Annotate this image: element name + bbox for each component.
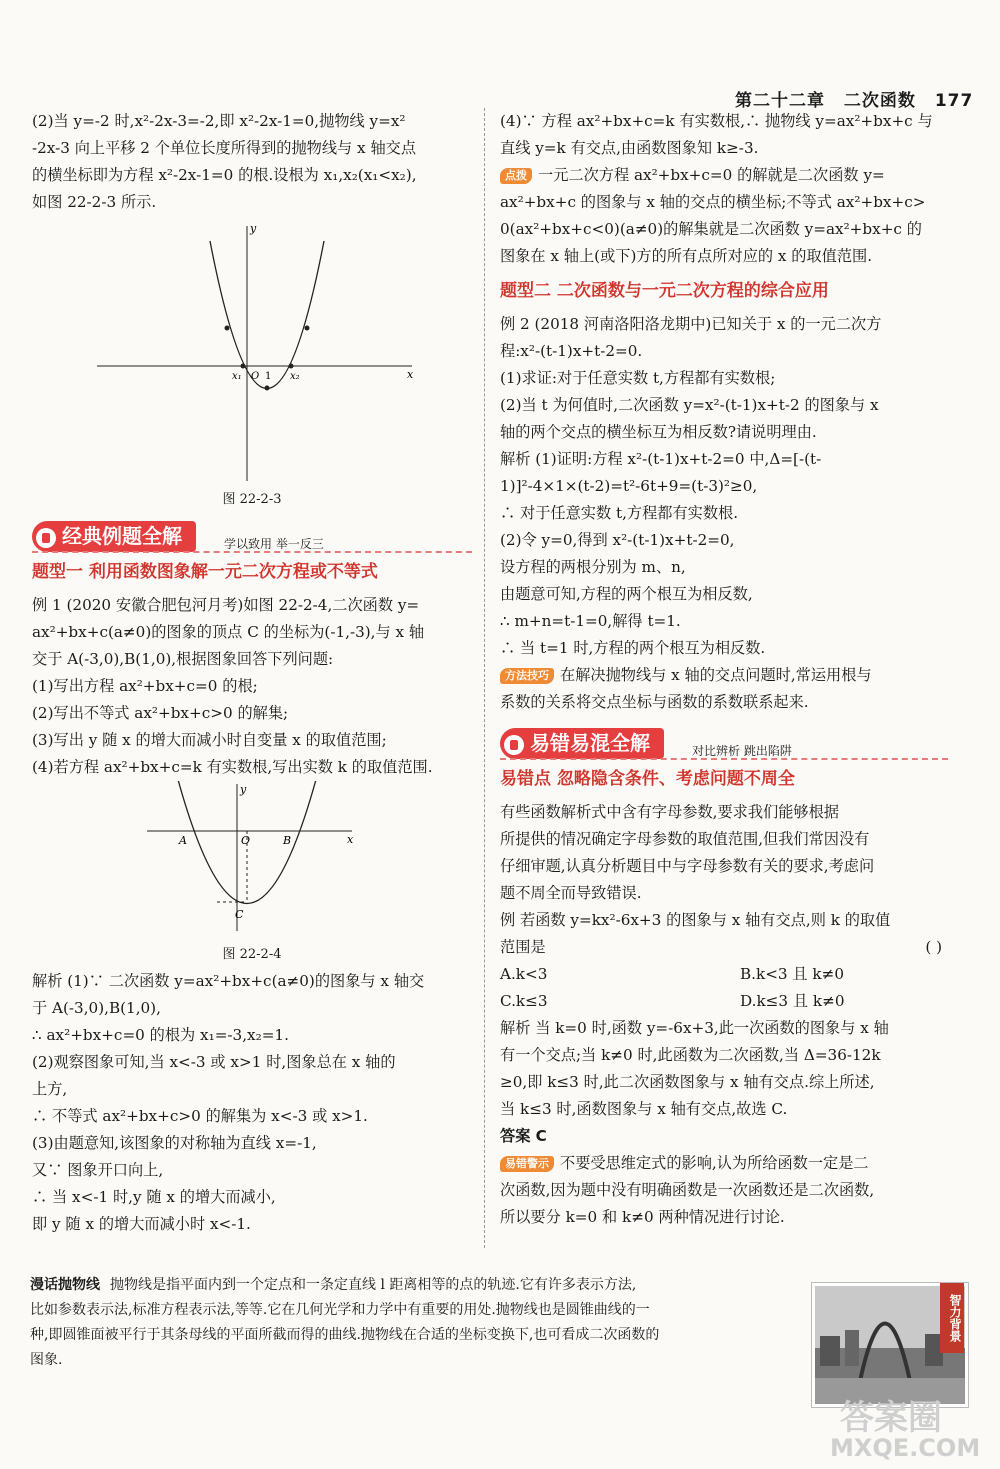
speaker-icon	[504, 735, 524, 755]
text-line: (4)若方程 ax²+bx+c=k 有实数根,写出实数 k 的取值范围.	[32, 758, 433, 776]
root-label-x2: x₂	[290, 371, 300, 382]
method-box	[500, 662, 948, 716]
text-line: 解析 (1)证明:方程 x²-(t-1)x+t-2=0 中,Δ=[-(t-	[500, 450, 822, 468]
solution-1	[32, 968, 472, 1238]
vertex-point	[265, 386, 270, 391]
banner-pill	[500, 728, 664, 759]
text-line: (2)当 t 为何值时,二次函数 y=x²-(t-1)x+t-2 的图象与 x	[500, 396, 879, 414]
point-b-label: B	[283, 834, 292, 847]
text-line: 仔细审题,认真分析题目中与字母参数有关的要求,考虑问	[500, 857, 875, 875]
figure-caption: 图 22-2-3	[222, 492, 282, 507]
banner-pill	[32, 521, 196, 552]
text-line: 图象.	[30, 1352, 63, 1368]
text-line: 于 A(-3,0),B(1,0),	[32, 999, 161, 1017]
text-line: 程:x²-(t-1)x+t-2=0.	[500, 342, 643, 360]
figure-caption: 图 22-2-4	[222, 947, 282, 962]
text-line: 种,即圆锥面被平行于其条母线的平面所截而得的曲线.抛物线在合适的坐标变换下,也可看成二次函数的	[30, 1327, 660, 1343]
text-line: 交于 A(-3,0),B(1,0),根据图象回答下列问题:	[32, 650, 334, 668]
vertex-c-label: C	[235, 908, 244, 921]
error-heading: 易错点 忽略隐含条件、考虑问题不周全	[500, 769, 795, 789]
section-banner	[500, 726, 948, 760]
text-line: 有些函数解析式中含有字母参数,要求我们能够根据	[500, 803, 839, 821]
text-line: -2x-3 向上平移 2 个单位长度所得到的抛物线与 x 轴交点	[32, 139, 417, 157]
left-column	[32, 108, 472, 1238]
error-intro	[500, 799, 948, 907]
text-line: 例 1 (2020 安徽合肥包河月考)如图 22-2-4,二次函数 y=	[32, 596, 420, 614]
text-line: 解析 (1)∵ 二次函数 y=ax²+bx+c(a≠0)的图象与 x 轴交	[32, 972, 425, 990]
text-line: 所提供的情况确定字母参数的取值范围,但我们常因没有	[500, 830, 870, 848]
example-2	[500, 311, 948, 446]
section-banner	[32, 519, 472, 553]
y-axis-label: y	[240, 783, 247, 796]
answer-blank: ( )	[925, 938, 942, 956]
text-line: (2)写出不等式 ax²+bx+c>0 的解集;	[32, 704, 289, 722]
text-line: 一元二次方程 ax²+bx+c=0 的解就是二次函数 y=	[538, 166, 885, 184]
footer-note	[30, 1273, 800, 1373]
root-point	[241, 364, 246, 369]
text-line: 所以要分 k=0 和 k≠0 两种情况进行讨论.	[500, 1208, 785, 1226]
y-axis-label: y	[250, 222, 257, 235]
option-b: B.k<3 且 k≠0	[740, 965, 845, 983]
text-line: ∴ ax²+bx+c=0 的根为 x₁=-3,x₂=1.	[32, 1026, 289, 1044]
figure-22-2-3	[87, 216, 417, 486]
chapter-label: 第二十二章	[735, 91, 825, 111]
text-line: ∴ 不等式 ax²+bx+c>0 的解集为 x<-3 或 x>1.	[32, 1107, 368, 1125]
option-d: D.k≤3 且 k≠0	[740, 992, 845, 1010]
text-line: 不要受思维定式的影响,认为所给函数一定是二	[560, 1154, 869, 1172]
banner-subtitle: 对比辨析 跳出陷阱	[692, 744, 792, 758]
badge-ribbon: 智力背景	[940, 1283, 964, 1353]
footer-title: 漫话抛物线	[30, 1277, 100, 1293]
figure-22-2-4	[137, 781, 367, 941]
text-line: ∴ 对于任意实数 t,方程都有实数根.	[500, 504, 739, 522]
method-tag: 方法技巧	[500, 668, 554, 684]
text-line: 直线 y=k 有交点,由函数图象知 k≥-3.	[500, 139, 759, 157]
text-line: (3)写出 y 随 x 的增大而减小时自变量 x 的取值范围;	[32, 731, 387, 749]
text-line: (3)由题意知,该图象的对称轴为直线 x=-1,	[32, 1134, 317, 1152]
text-line: 的横坐标即为方程 x²-2x-1=0 的根.设根为 x₁,x₂(x₁<x₂),	[32, 166, 417, 184]
answer-line: 答案 C	[500, 1127, 547, 1145]
option-c: C.k≤3	[500, 992, 548, 1010]
option-a: A.k<3	[500, 965, 548, 983]
text-line: (2)当 y=-2 时,x²-2x-3=-2,即 x²-2x-1=0,抛物线 y=x²	[32, 112, 406, 130]
text-line: ∴ m+n=t-1=0,解得 t=1.	[500, 612, 681, 630]
text-line: 如图 22-2-3 所示.	[32, 193, 157, 211]
origin-label: O	[241, 834, 251, 847]
text-line: 解析 当 k=0 时,函数 y=-6x+3,此一次函数的图象与 x 轴	[500, 1019, 889, 1037]
page-number: 177	[934, 91, 974, 111]
text-line: 图象在 x 轴上(或下)方的所有点所对应的 x 的取值范围.	[500, 247, 873, 265]
tip-tag: 点拨	[500, 168, 532, 184]
banner-title: 经典例题全解	[62, 524, 182, 548]
text-line: (1)写出方程 ax²+bx+c=0 的根;	[32, 677, 258, 695]
text-line: 比如参数表示法,标准方程表示法,等等.它在几何光学和力学中有重要的用处.抛物线也是圆锥曲线的一	[30, 1302, 650, 1318]
text-line: ax²+bx+c 的图象与 x 轴的交点的横坐标;不等式 ax²+bx+c>	[500, 193, 926, 211]
right-column	[500, 108, 948, 1231]
text-line: ≥0,即 k≤3 时,此二次函数图象与 x 轴有交点.综上所述,	[500, 1073, 875, 1091]
intro-paragraph	[32, 108, 472, 216]
chapter-title: 二次函数	[843, 91, 916, 111]
text-line: (1)求证:对于任意实数 t,方程都有实数根;	[500, 369, 776, 387]
type-heading: 题型一 利用函数图象解一元二次方程或不等式	[32, 562, 378, 582]
text-line: 有一个交点;当 k≠0 时,此函数为二次函数,当 Δ=36-12k	[500, 1046, 881, 1064]
speaker-icon	[36, 528, 56, 548]
text-line: ∴ 当 t=1 时,方程的两个根互为相反数.	[500, 639, 766, 657]
text-line: 0(ax²+bx+c<0)(a≠0)的解集就是二次函数 y=ax²+bx+c 的	[500, 220, 922, 238]
origin-label: O	[251, 371, 260, 382]
text-line: 例 2 (2018 河南洛阳洛龙期中)已知关于 x 的一元二次方	[500, 315, 882, 333]
text-line: (2)观察图象可知,当 x<-3 或 x>1 时,图象总在 x 轴的	[32, 1053, 396, 1071]
point-a-label: A	[179, 834, 187, 847]
banner-divider	[500, 758, 948, 760]
text-line: 即 y 随 x 的增大而减小时 x<-1.	[32, 1215, 251, 1233]
text-line: ∴ 当 x<-1 时,y 随 x 的增大而减小,	[32, 1188, 276, 1206]
curve-point	[225, 326, 230, 331]
text-line: 由题意可知,方程的两个根互为相反数,	[500, 585, 753, 603]
text-line: 设方程的两根分别为 m、n,	[500, 558, 686, 576]
text-line: 在解决抛物线与 x 轴的交点问题时,常运用根与	[560, 666, 872, 684]
example-3	[500, 907, 948, 1015]
text-line: 次函数,因为题中没有明确函数是一次函数还是二次函数,	[500, 1181, 875, 1199]
text-line: 系数的关系将交点坐标与函数的系数联系起来.	[500, 693, 809, 711]
part-4	[500, 108, 948, 162]
text-line: 例 若函数 y=kx²-6x+3 的图象与 x 轴有交点,则 k 的取值	[500, 911, 891, 929]
solution-3	[500, 1015, 948, 1123]
warning-tag: 易错警示	[500, 1156, 554, 1172]
type-heading: 题型二 二次函数与一元二次方程的综合应用	[500, 281, 829, 301]
text-line: 当 k≤3 时,函数图象与 x 轴有交点,故选 C.	[500, 1100, 788, 1118]
example-1	[32, 592, 472, 781]
column-divider	[484, 108, 485, 1248]
banner-title: 易错易混全解	[530, 731, 650, 755]
banner-subtitle: 学以致用 举一反三	[224, 537, 324, 551]
tip-box	[500, 162, 948, 270]
solution-2	[500, 446, 948, 662]
banner-divider	[32, 551, 472, 553]
text-line: 上方,	[32, 1080, 68, 1098]
curve-point	[305, 326, 310, 331]
text-line: 轴的两个交点的横坐标互为相反数?请说明理由.	[500, 423, 817, 441]
text-line: 抛物线是指平面内到一个定点和一条定直线 l 距离相等的点的轨迹.它有许多表示方法,	[110, 1277, 637, 1293]
warning-box	[500, 1150, 948, 1231]
text-line: ax²+bx+c(a≠0)的图象的顶点 C 的坐标为(-1,-3),与 x 轴	[32, 623, 425, 641]
root-point	[289, 364, 294, 369]
text-line: 范围是	[500, 938, 546, 956]
x-axis-label: x	[347, 833, 354, 846]
root-label-x1: x₁	[232, 371, 242, 382]
text-line: (2)令 y=0,得到 x²-(t-1)x+t-2=0,	[500, 531, 735, 549]
text-line: (4)∵ 方程 ax²+bx+c=k 有实数根,∴ 抛物线 y=ax²+bx+c 与	[500, 112, 933, 130]
tick-label-1: 1	[265, 371, 272, 382]
text-line: 又∵ 图象开口向上,	[32, 1161, 164, 1179]
text-line: 题不周全而导致错误.	[500, 884, 642, 902]
x-axis-label: x	[407, 368, 414, 381]
watermark-url: MXQE.COM	[830, 1434, 981, 1462]
text-line: 1)]²-4×1×(t-2)=t²-6t+9=(t-3)²≥0,	[500, 477, 758, 495]
watermark-logo: 答案圈	[840, 1398, 942, 1438]
